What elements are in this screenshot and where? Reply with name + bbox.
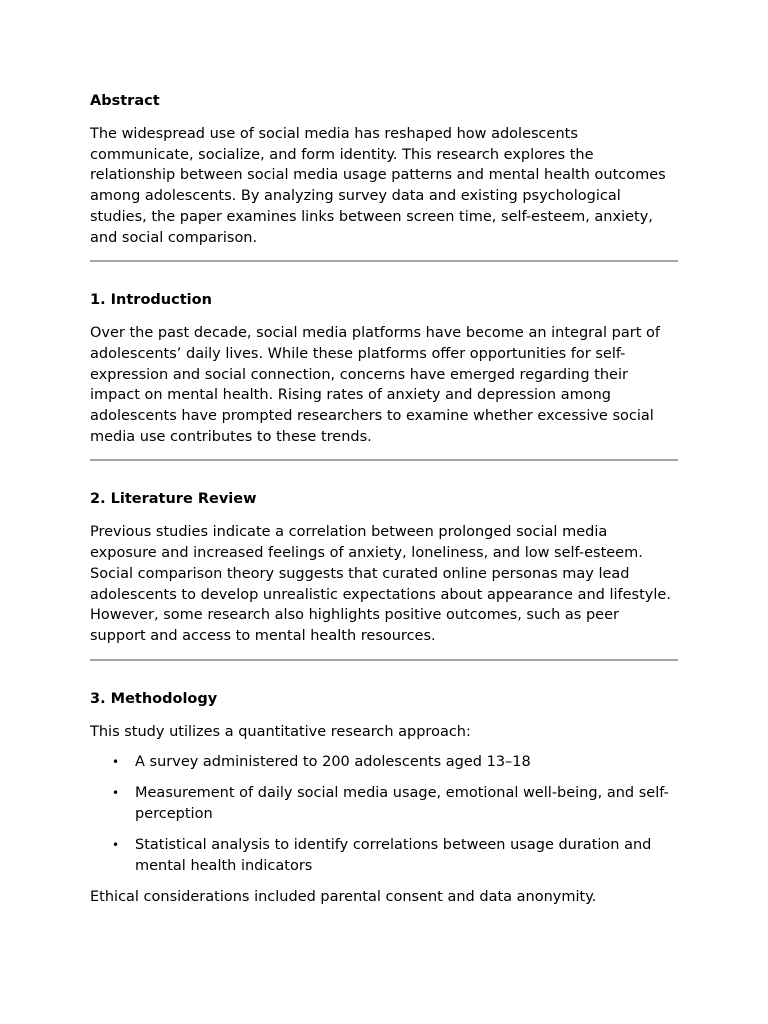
literature-review-heading: 2. Literature Review <box>90 491 257 508</box>
list-item-text: A survey administered to 200 adolescents aged 13–18 <box>135 754 531 771</box>
methodology-lead: This study utilizes a quantitative research approach: <box>90 723 471 740</box>
methodology-section <box>90 690 678 908</box>
literature-review-section <box>90 490 678 646</box>
methodology-closing: Ethical considerations included parental consent and data anonymity. <box>90 888 597 905</box>
introduction-paragraph: Over the past decade, social media platforms have become an integral part of adolescents’ daily lives. While these platforms offer opportunities for self-expression and social connection, concerns have emerged regarding their impact on mental health. Rising rates of anxiety and depression among adolescents have prompted researchers to examine whether excessive social media use contributes to these trends. <box>90 325 660 445</box>
bullet-icon: • <box>112 755 120 770</box>
list-item-text: Measurement of daily social media usage, emotional well-being, and self-perception <box>135 785 669 823</box>
list-item-text: Statistical analysis to identify correlations between usage duration and mental health indicators <box>135 837 652 874</box>
abstract-heading: Abstract <box>90 93 160 109</box>
bullet-icon: • <box>112 838 120 853</box>
abstract-section <box>90 92 678 248</box>
bullet-icon: • <box>112 786 120 801</box>
list-item <box>90 752 678 773</box>
introduction-heading: 1. Introduction <box>90 292 212 309</box>
methodology-heading: 3. Methodology <box>90 690 218 707</box>
abstract-paragraph: The widespread use of social media has reshaped how adolescents communicate, socialize, and form identity. This research explores the relationship between social media usage patterns and mental health outcomes among adolescents. By analyzing survey data and existing psychological studies, the paper examines links between screen time, self-esteem, anxiety, and social comparison. <box>90 126 666 246</box>
methodology-bullet-list <box>90 752 678 876</box>
section-divider <box>90 459 678 461</box>
introduction-section <box>90 291 678 447</box>
literature-review-paragraph: Previous studies indicate a correlation between prolonged social media exposure and increased feelings of anxiety, loneliness, and low self-esteem. Social comparison theory suggests that curated online personas may lead adolescents to develop unrealistic expectations about appearance and lifestyle. However, some research also highlights positive outcomes, such as peer support and access to mental health resources. <box>90 524 671 644</box>
section-divider <box>90 260 678 262</box>
document-page <box>90 92 678 907</box>
section-divider <box>90 659 678 661</box>
list-item <box>90 783 678 824</box>
list-item <box>90 835 678 876</box>
